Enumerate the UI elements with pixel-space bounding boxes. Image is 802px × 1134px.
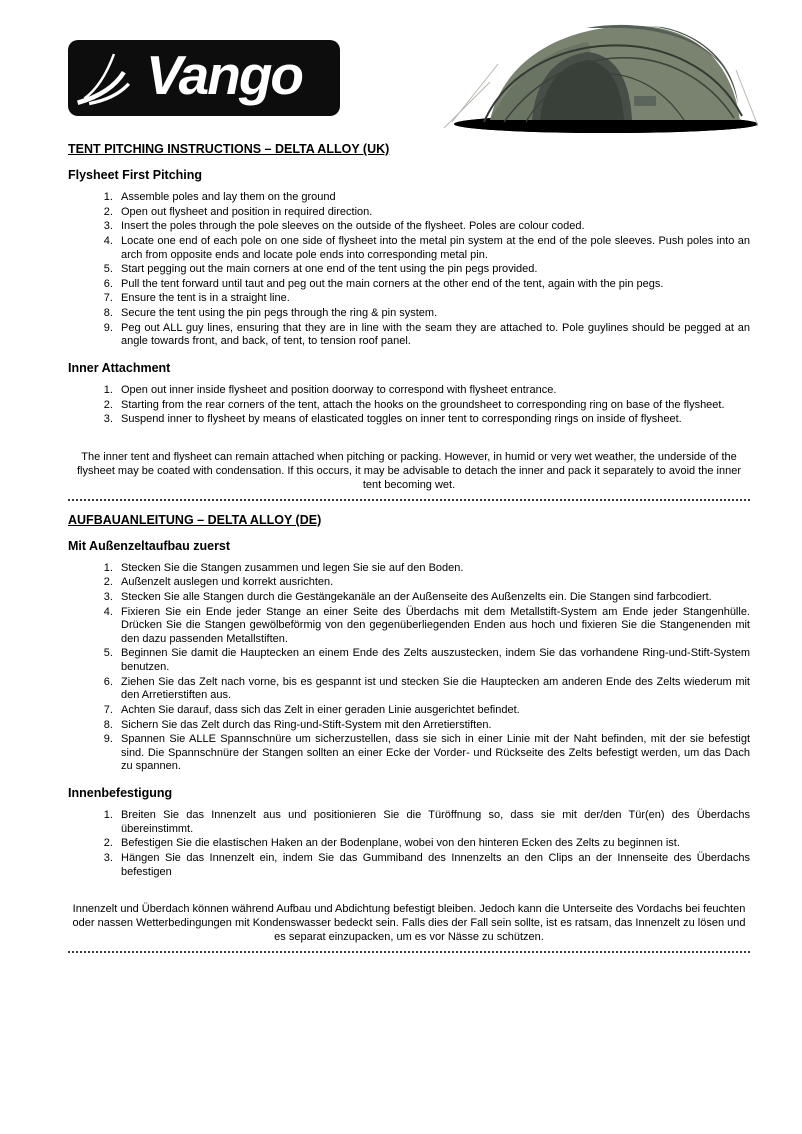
de-outer-heading: Mit Außenzeltaufbau zuerst [68, 538, 231, 553]
de-inner-steps [68, 809, 750, 879]
list-item: 6. Pull the tent forward until taut and peg out the main corners at the other end of the tent, again with the pin pegs. [116, 278, 750, 292]
tent-photo [438, 4, 762, 138]
list-item: 5. Start pegging out the main corners at one end of the tent using the pin pegs provided. [116, 263, 750, 277]
list-item: 3. Insert the poles through the pole sleeves on the outside of the flysheet. Poles are colour coded. [116, 220, 750, 234]
list-item: 1. Open out inner inside flysheet and position doorway to correspond with flysheet entrance. [116, 384, 750, 398]
list-item: 2. Open out flysheet and position in required direction. [116, 206, 750, 220]
list-item: 6. Ziehen Sie das Zelt nach vorne, bis es gespannt ist und stecken Sie die Hauptecken am anderen Ende des Zelts wiederum mit den Arretierstiften aus. [116, 676, 750, 703]
list-item: 3. Stecken Sie alle Stangen durch die Gestängekanäle an der Außenseite des Außenzelts ein. Die Stangen sind farbcodiert. [116, 591, 750, 605]
de-inner-heading: Innenbefestigung [68, 786, 173, 801]
vango-mountain-icon [76, 48, 142, 108]
list-item: 7. Achten Sie darauf, dass sich das Zelt in einer geraden Linie ausgerichtet befindet. [116, 704, 750, 718]
list-item: 3. Suspend inner to flysheet by means of elasticated toggles on inner tent to corresponding rings on inside of flysheet. [116, 413, 750, 427]
list-item: 7. Ensure the tent is in a straight line. [116, 292, 750, 306]
list-item: 3. Hängen Sie das Innenzelt ein, indem Sie das Gummiband des Innenzelts an den Clips an der Innenseite des Überdachs befestigen [116, 852, 750, 879]
list-item: 1. Breiten Sie das Innenzelt aus und positionieren Sie die Türöffnung so, dass sie mit der/den Tür(en) des Überdachs übereinstimmt. [116, 809, 750, 836]
uk-inner-steps [68, 384, 750, 427]
uk-note: The inner tent and flysheet can remain attached when pitching or packing. However, in humid or very wet weather, the underside of the flysheet may be coated with condensation. If this occurs, it may be advisable to detach the inner and pack it separately to avoid the inner tent becoming wet. [76, 450, 742, 491]
list-item: 2. Außenzelt auslegen und korrekt ausrichten. [116, 576, 750, 590]
list-item: 8. Secure the tent using the pin pegs through the ring & pin system. [116, 307, 750, 321]
section-separator [68, 499, 750, 501]
uk-flysheet-heading: Flysheet First Pitching [68, 168, 203, 182]
uk-title: TENT PITCHING INSTRUCTIONS – DELTA ALLOY (UK) [68, 142, 390, 156]
tent-illustration [438, 4, 762, 138]
de-outer-steps [68, 562, 750, 774]
list-item: 2. Befestigen Sie die elastischen Haken an der Bodenplane, wobei von den hinteren Ecken des Zelts zu beginnen ist. [116, 837, 750, 851]
de-note: Innenzelt und Überdach können während Aufbau und Abdichtung befestigt bleiben. Jedoch kann die Unterseite des Vordachs bei feuchten oder nassen Wetterbedingungen mit Kondenswasser bedeckt sein. Falls dies der Fall sein sollte, ist es ratsam, das Innenzelt zu lösen und es separat einzupacken, um es vor Nässe zu schützen. [72, 903, 746, 944]
list-item: 9. Peg out ALL guy lines, ensuring that they are in line with the seam they are attached to. Pole guylines should be pegged at an angle towards front, and back, of tent, to tension roof panel. [116, 322, 750, 349]
de-title: AUFBAUANLEITUNG – DELTA ALLOY (DE) [68, 512, 322, 527]
uk-inner-heading: Inner Attachment [68, 360, 171, 375]
logo-wordmark: Vango [146, 43, 303, 106]
list-item: 8. Sichern Sie das Zelt durch das Ring-und-Stift-System mit den Arretierstiften. [116, 719, 750, 733]
list-item: 2. Starting from the rear corners of the tent, attach the hooks on the groundsheet to corresponding ring on base of the flysheet. [116, 399, 750, 413]
page-header [0, 0, 802, 130]
section-separator [68, 951, 750, 953]
list-item: 5. Beginnen Sie damit die Hauptecken an einem Ende des Zelts auszustecken, indem Sie das vorhandene Ring-und-Stift-System benutzen. [116, 647, 750, 674]
list-item: 1. Stecken Sie die Stangen zusammen und legen Sie sie auf den Boden. [116, 562, 750, 576]
list-item: 1. Assemble poles and lay them on the ground [116, 191, 750, 205]
document-content [0, 142, 802, 953]
vango-logo [68, 40, 340, 116]
uk-flysheet-steps [68, 191, 750, 349]
list-item: 4. Locate one end of each pole on one side of flysheet into the metal pin system at the end of the pole sleeves. Push poles into an arch from opposite ends and locate pole ends into corresponding metal pin. [116, 235, 750, 262]
list-item: 9. Spannen Sie ALLE Spannschnüre um sicherzustellen, dass sie sich in einer Linie mit der Naht befinden, mit der sie befestigt sind. Die Spannschnüre der Stangen sollten an einer Ecke der Vorder- und Rückseite des Zelts befestigt werden, um das Dach zu spannen. [116, 733, 750, 774]
list-item: 4. Fixieren Sie ein Ende jeder Stange an einer Seite des Überdachs mit dem Metallstift-System am Ende jeder Stangenhülle. Drücken Sie die Stangen gewölbeförmig von den gegenüberliegenden Enden aus hoch und fixieren Sie die Stangenenden mit den dazu passenden Metallstiften. [116, 606, 750, 647]
